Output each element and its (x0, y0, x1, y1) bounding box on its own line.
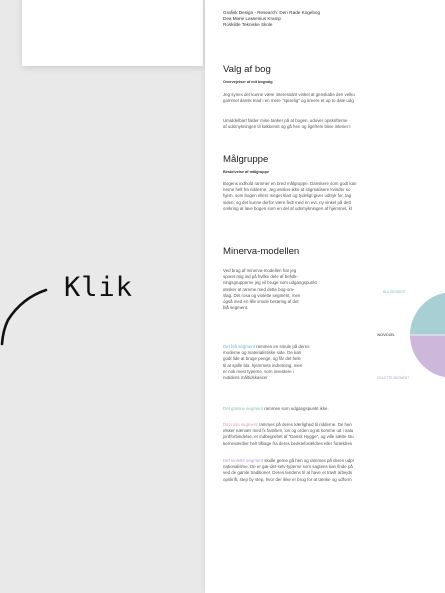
blue-segment-line: er nok mest typerne, som investere i (223, 368, 294, 374)
minerva-intro-line: slag. Det rosa og violette segment, men (223, 292, 301, 298)
section-subtitle-maalgruppe: Beskrivelse af målgruppe (223, 170, 270, 174)
green-segment-rest: rammes som udgangspunkt ikke. (263, 406, 329, 411)
blue-segment-line: nutidens måltidskasser (223, 375, 268, 381)
klik-annotation[interactable]: Klik (64, 272, 134, 303)
pink-segment-highlight: Det rosa segment (223, 422, 258, 427)
blue-segment-line: moderne og materialistiske side. De kan (223, 350, 302, 356)
diagram-segment-purple (410, 335, 445, 378)
blue-segment-highlight: Det blå segment (223, 344, 255, 349)
diagram-label-purple: VIOLETTE SEGMENT (377, 376, 410, 380)
pink-segment-rest: rammes på deres kærlighed til ridderne. De hen (257, 422, 352, 427)
maalgruppe-line-2: nerne helt fra ridderne. Jeg ønsker ikke at stigmatisere kvinder so (223, 187, 351, 193)
blue-segment-paragraph (223, 344, 373, 381)
maalgruppe-line-4: siden, og det kunne derfor være fedt med en evt. ny vinkel på dett (223, 199, 351, 205)
green-segment-highlight: Det grønne segment (223, 406, 264, 411)
blue-segment-line: godt lide at bruge penge, og får det hele (223, 356, 301, 362)
blue-segment-rest: rammes en smule på deres (254, 344, 310, 349)
document-header (223, 10, 320, 29)
pink-segment-paragraph (223, 422, 354, 447)
header-line-school: Roskilde Tekniske Skole (223, 22, 273, 28)
minerva-intro-line: ønsker at ramme med dette bog-om- (223, 286, 295, 292)
valg-p2-line-1: Umiddelbart falder mine tanker på at bogen, udover opskrifterne (223, 118, 348, 123)
minerva-intro-line: blå segment. (223, 305, 249, 311)
purple-segment-paragraph (223, 458, 354, 483)
minerva-intro-line: sporet mig ind på hvilke dele af befolk- (223, 274, 298, 280)
section-title-minerva: Minerva-modellen (223, 246, 300, 257)
section-subtitle-valg: Overvejelser af mit bogvalg (223, 80, 273, 84)
minerva-intro (223, 268, 373, 311)
green-segment-paragraph (223, 406, 329, 412)
diagram-label-center: INDIVIDUEL (377, 333, 395, 337)
valg-p1-line-2: gammel dansk mad i en mere "spiselig" og kreere et up to date udg (223, 98, 354, 104)
pink-segment-line: elsker nærvær med fx familien, lov og orden og at komme ud i natu (223, 428, 354, 434)
diagram-segment-blue (410, 292, 445, 335)
header-line-title: Grafisk Design - Research: Den Røde Kogebog (223, 10, 321, 15)
valg-p2-line-2: af udsmykningen til køkkenet og gå hen og ligefrem blive interier t (223, 124, 351, 130)
pink-segment-line: kerneværdier helt tilbage fra deres bedsteforældres eller forældres (223, 440, 353, 446)
header-line-author: Dea Marie Lassenius Kramp (223, 16, 281, 22)
purple-segment-line: opskrift, step by step, hvor der ikke er brug for at tænke og udform (223, 476, 352, 482)
maalgruppe-line-1: Bogens indhold rammer en bred målgruppe. Danskere som godt kan (223, 181, 357, 186)
document-page (205, 0, 445, 593)
minerva-intro-line: også med en lille smule berøring af det (223, 299, 299, 305)
valg-paragraph-2 (223, 118, 351, 130)
valg-p1-line-1: Jeg synes det kunne være interessant vinkel at genskabe den velko (223, 92, 355, 97)
blue-segment-line: til at spille bla. hjemmets indretning, men (223, 362, 303, 368)
purple-segment-line: ved de gamle traditioner. Deres tendens til at have et travlt arbejds (223, 470, 353, 476)
hand-drawn-arrow-icon (0, 286, 70, 346)
maalgruppe-line-5: omkring at lave bogen som en del af udsmykningen af hjemmet, kl (223, 205, 352, 211)
left-card (22, 0, 203, 66)
section-title-valg: Valg af bog (223, 64, 271, 75)
purple-segment-rest: skulle gerne gå hen og rammes på deres udpr (263, 458, 355, 463)
minerva-diagram (377, 280, 445, 390)
maalgruppe-paragraph (223, 181, 357, 212)
purple-segment-highlight: Det violette segment (223, 458, 264, 463)
section-title-maalgruppe: Målgruppe (223, 154, 269, 165)
maalgruppe-line-3: hjem, som bogen ellers meget klart og tydeligt giver udtryk for, tag (223, 193, 352, 199)
valg-paragraph-1 (223, 92, 355, 104)
pink-segment-line: jordforbindelse, er indbegrebet af "Dansk Hygge", og ville sætte stu (223, 434, 354, 440)
minerva-intro-line: ningsgrupperne jeg vil bruge som udgangspunkt (223, 280, 317, 286)
purple-segment-line: nationalisme. De er gør-det-selv-typerne som sagtens kan finde på (223, 464, 353, 470)
minerva-intro-line: Ved brug af minerva-modellen har jeg (223, 268, 297, 273)
diagram-label-blue: BLÅ SEGMENT (383, 290, 406, 294)
